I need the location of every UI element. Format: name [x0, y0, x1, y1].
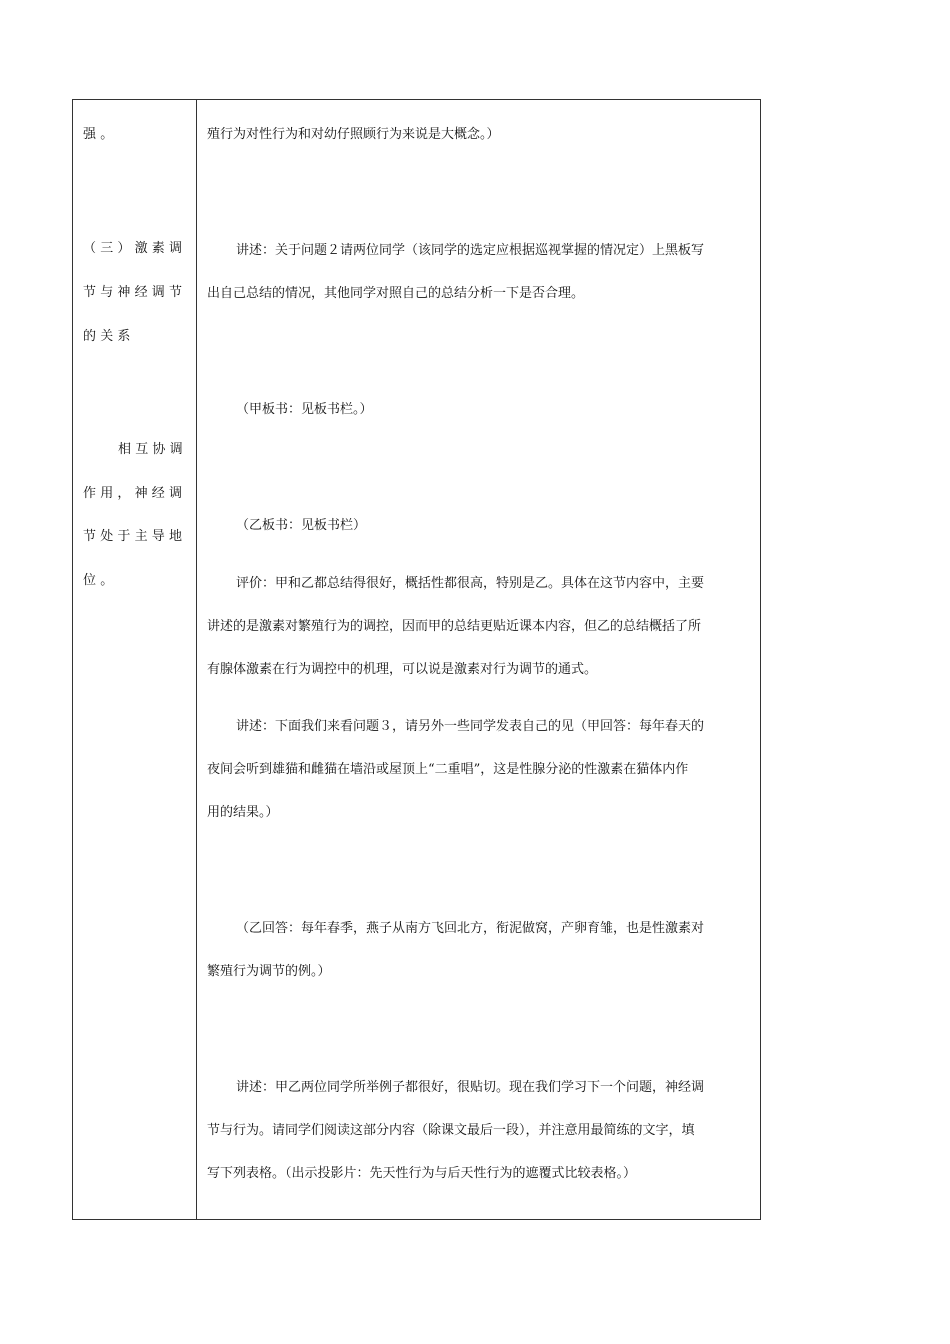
section-heading-line-2: 节与神经调节: [83, 285, 187, 300]
board-a: （甲板书：见板书栏。）: [236, 402, 373, 417]
para-2-line-2: 讲述的是激素对繁殖行为的调控，因而甲的总结更贴近课本内容，但乙的总结概括了所: [207, 619, 702, 634]
right-line-1: 殖行为对性行为和对幼仔照顾行为来说是大概念。）: [207, 127, 500, 142]
para-5-line-1: 讲述：甲乙两位同学所举例子都很好，很贴切。现在我们学习下一个问题，神经调: [236, 1080, 705, 1095]
para-2-line-1: 评价：甲和乙都总结得很好，概括性都很高，特别是乙。具体在这节内容中，主要: [236, 576, 705, 591]
para-3-line-1: 讲述：下面我们来看问题３，请另外一些同学发表自己的见（甲回答：每年春天的: [236, 719, 705, 734]
para-1-line-1: 讲述：关于问题２请两位同学（该同学的选定应根据巡视掌握的情况定）上黑板写: [236, 243, 705, 258]
para-3-line-3: 用的结果。）: [207, 805, 279, 820]
para-3-line-2: 夜间会听到雄猫和雌猫在墙沿或屋顶上“二重唱”，这是性腺分泌的性激素在猫体内作: [207, 762, 689, 777]
section-heading-line-1: （三）激素调: [83, 241, 187, 256]
para-5-line-2: 节与行为。请同学们阅读这部分内容（除课文最后一段），并注意用最简练的文字，填: [207, 1123, 695, 1138]
summary-line-3: 节处于主导地: [83, 529, 187, 544]
para-5-line-3: 写下列表格。（出示投影片：先天性行为与后天性行为的遮覆式比较表格。）: [207, 1166, 637, 1181]
left-line-1: 强。: [83, 127, 118, 142]
column-divider: [196, 100, 197, 1219]
para-1-line-2: 出自己总结的情况，其他同学对照自己的总结分析一下是否合理。: [207, 286, 585, 301]
board-b: （乙板书：见板书栏）: [236, 518, 367, 533]
section-heading-line-3: 的关系: [83, 329, 135, 344]
summary-line-1: 相互协调: [118, 442, 187, 457]
summary-line-4: 位。: [83, 573, 118, 588]
para-4-line-1: （乙回答：每年春季，燕子从南方飞回北方，衔泥做窝，产卵育雏，也是性激素对: [236, 921, 705, 936]
para-2-line-3: 有腺体激素在行为调控中的机理，可以说是激素对行为调节的通式。: [207, 662, 598, 677]
para-4-line-2: 繁殖行为调节的例。）: [207, 964, 331, 979]
summary-line-2: 作用，神经调: [83, 486, 187, 501]
